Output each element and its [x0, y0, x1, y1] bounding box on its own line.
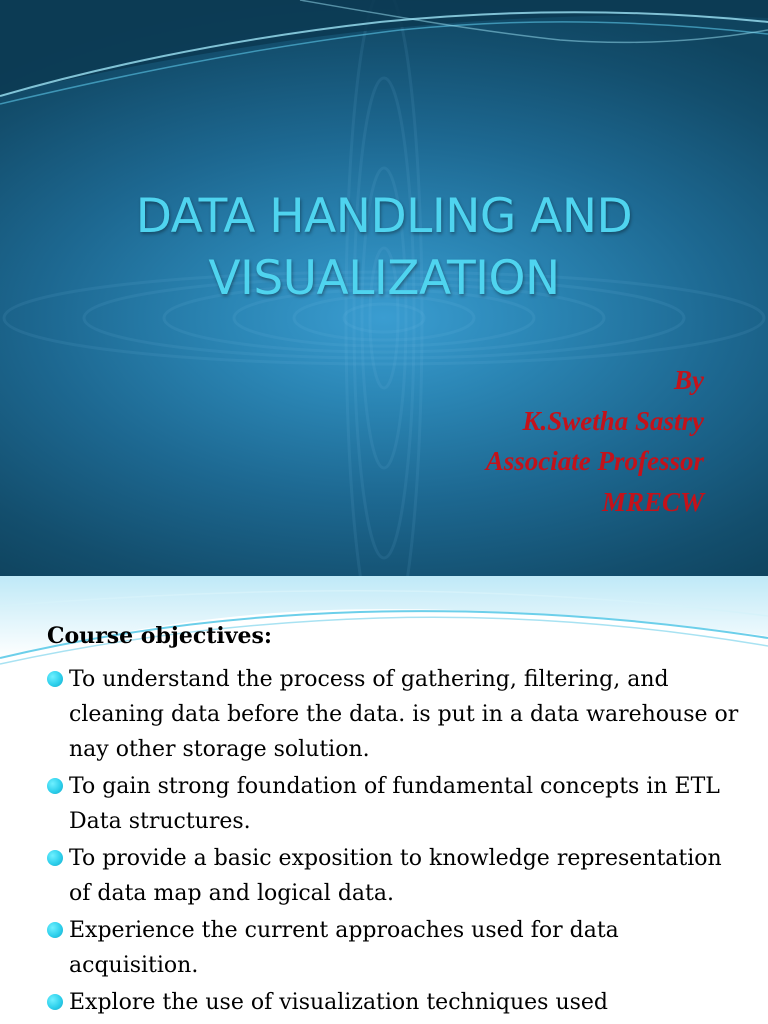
objectives-heading: Course objectives:	[47, 623, 273, 649]
author-institution: MRECW	[601, 486, 704, 517]
author-block	[486, 360, 704, 522]
bullet-text: To understand the process of gathering, filtering, and cleaning data before the data. is put in a data warehouse or nay other storage solution.	[69, 667, 739, 762]
objectives-wave-decoration	[0, 576, 768, 666]
bullet-dot-icon	[47, 994, 63, 1010]
objectives-list	[44, 662, 744, 1022]
list-item	[44, 769, 744, 839]
bullet-text: To gain strong foundation of fundamental concepts in ETL Data structures.	[69, 774, 720, 834]
top-wave-decoration	[0, 0, 768, 110]
objectives-slide	[0, 576, 768, 1024]
bullet-dot-icon	[47, 922, 63, 938]
list-item	[44, 841, 744, 911]
bullet-text: To provide a basic exposition to knowledge representation of data map and logical data.	[69, 846, 722, 906]
title-line-1: DATA HANDLING AND	[135, 189, 633, 244]
list-item	[44, 913, 744, 983]
author-designation: Associate Professor	[485, 446, 704, 476]
list-item	[44, 662, 744, 767]
bullet-text: Explore the use of visualization techniques used	[69, 990, 609, 1015]
bullet-dot-icon	[47, 671, 63, 687]
slide-title	[84, 186, 684, 310]
bullet-dot-icon	[47, 850, 63, 866]
title-line-2: VISUALIZATION	[208, 251, 560, 306]
author-by: By	[674, 365, 704, 395]
bullet-dot-icon	[47, 778, 63, 794]
bullet-text: Experience the current approaches used for data acquisition.	[69, 918, 619, 978]
list-item	[44, 985, 744, 1020]
author-name: K.Swetha Sastry	[522, 405, 704, 436]
